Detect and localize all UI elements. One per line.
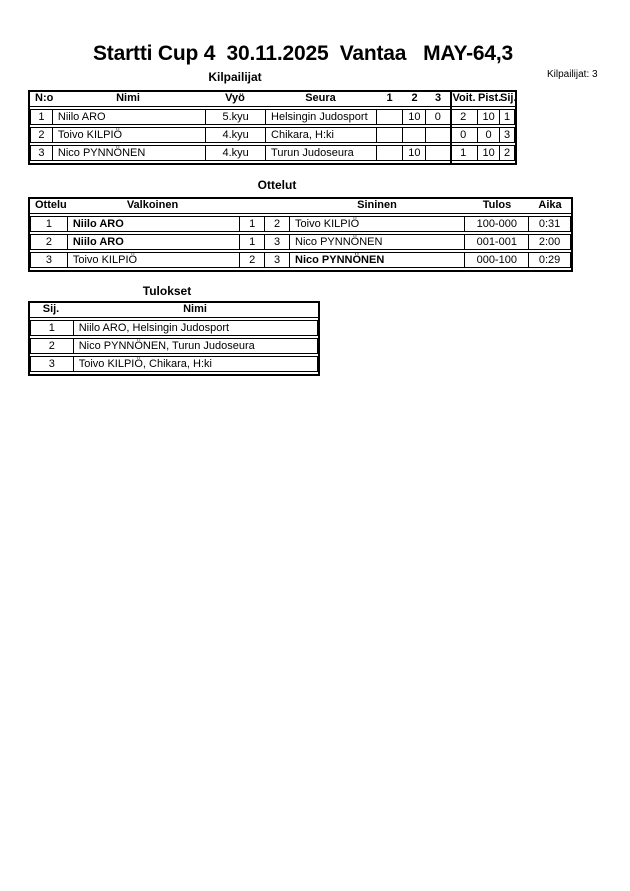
cell-match3 xyxy=(425,128,449,142)
cell-white-player: Toivo KILPIÖ xyxy=(67,253,239,267)
header-cell-ottelu: Ottelu xyxy=(35,199,67,211)
header-cell-no: N:o xyxy=(35,92,54,104)
header-cell-match1: 1 xyxy=(386,92,393,104)
cell-white-player: Niilo ARO xyxy=(67,235,239,249)
cell-place: 2 xyxy=(48,340,55,352)
cell-name: Toivo KILPIÖ, Chikara, H:ki xyxy=(73,357,317,371)
competitors-count-label: Kilpailijat: 3 xyxy=(547,69,598,80)
result-row xyxy=(30,320,318,336)
header-cell-spacer1 xyxy=(239,199,264,213)
header-cell-aika: Aika xyxy=(538,199,562,211)
cell-white-number: 2 xyxy=(239,253,264,267)
table-divider-line xyxy=(450,92,452,163)
cell-match-number: 2 xyxy=(45,236,52,248)
competitor-row xyxy=(30,109,515,125)
header-cell-spacer2 xyxy=(264,199,289,213)
cell-nimi: Niilo ARO xyxy=(52,110,205,124)
header-cell-match3: 3 xyxy=(434,92,442,104)
cell-match2: 10 xyxy=(402,110,425,124)
section-title-kilpailijat: Kilpailijat xyxy=(208,70,262,84)
matches-table xyxy=(28,197,573,272)
cell-pist: 10 xyxy=(477,110,499,124)
header-cell-match2: 2 xyxy=(411,92,418,104)
cell-voit: 0 xyxy=(460,129,467,141)
cell-match-number: 1 xyxy=(45,218,52,230)
cell-pist: 0 xyxy=(477,128,499,142)
cell-vyo: 4.kyu xyxy=(205,128,265,142)
results-table xyxy=(28,301,320,376)
result-row xyxy=(30,338,318,354)
cell-pist: 10 xyxy=(477,146,499,160)
competitors-header-row xyxy=(30,92,515,107)
header-cell-sij: Sij. xyxy=(42,303,60,315)
cell-place: 1 xyxy=(48,322,55,334)
cell-name: Niilo ARO, Helsingin Judosport xyxy=(73,321,317,335)
cell-match3 xyxy=(425,146,449,160)
cell-blue-number: 3 xyxy=(264,253,289,267)
cell-blue-number: 3 xyxy=(264,235,289,249)
cell-blue-player: Toivo KILPIÖ xyxy=(289,217,464,231)
cell-result: 001-001 xyxy=(464,235,528,249)
cell-seura: Chikara, H:ki xyxy=(265,128,376,142)
cell-match3: 0 xyxy=(425,110,449,124)
competitors-table xyxy=(28,90,517,165)
header-cell-voit: Voit. xyxy=(452,92,476,104)
cell-nimi: Toivo KILPIÖ xyxy=(52,128,205,142)
cell-match1 xyxy=(376,110,403,124)
cell-time: 0:29 xyxy=(528,253,570,267)
cell-white-number: 1 xyxy=(239,217,264,231)
cell-no: 2 xyxy=(38,129,45,141)
cell-voit: 1 xyxy=(460,147,467,159)
cell-voit: 2 xyxy=(460,111,467,123)
cell-white-number: 1 xyxy=(239,235,264,249)
header-cell-valkoinen: Valkoinen xyxy=(126,199,179,211)
header-cell-vyo: Vyö xyxy=(225,92,245,104)
cell-sij: 3 xyxy=(499,128,514,142)
cell-seura: Helsingin Judosport xyxy=(265,110,376,124)
match-row xyxy=(30,216,571,232)
header-cell-sininen: Sininen xyxy=(357,199,397,211)
match-row xyxy=(30,234,571,250)
cell-result: 100-000 xyxy=(464,217,528,231)
results-header-row xyxy=(30,303,318,318)
cell-nimi: Nico PYNNÖNEN xyxy=(52,146,205,160)
cell-blue-number: 2 xyxy=(264,217,289,231)
header-cell-sij: Sij. xyxy=(500,92,517,104)
cell-match2 xyxy=(402,128,425,142)
cell-match1 xyxy=(376,128,403,142)
cell-vyo: 4.kyu xyxy=(205,146,265,160)
document-title: Startti Cup 4 30.11.2025 Vantaa MAY-64,3 xyxy=(93,42,513,65)
cell-white-player: Niilo ARO xyxy=(67,217,239,231)
matches-header-row xyxy=(30,199,571,214)
cell-vyo: 5.kyu xyxy=(205,110,265,124)
header-cell-pist: Pist. xyxy=(478,92,502,104)
cell-place: 3 xyxy=(48,358,55,370)
cell-sij: 2 xyxy=(499,146,514,160)
header-cell-seura: Seura xyxy=(305,92,336,104)
cell-result: 000-100 xyxy=(464,253,528,267)
cell-no: 1 xyxy=(38,111,45,123)
cell-no: 3 xyxy=(38,147,45,159)
header-cell-nimi: Nimi xyxy=(116,92,140,104)
cell-sij: 1 xyxy=(499,110,514,124)
cell-match2: 10 xyxy=(402,146,425,160)
cell-time: 0:31 xyxy=(528,217,570,231)
section-title-tulokset: Tulokset xyxy=(142,284,192,298)
cell-blue-player: Nico PYNNÖNEN xyxy=(289,253,464,267)
match-row xyxy=(30,252,571,268)
cell-match-number: 3 xyxy=(45,254,52,266)
header-cell-nimi: Nimi xyxy=(183,303,207,315)
cell-blue-player: Nico PYNNÖNEN xyxy=(289,235,464,249)
cell-name: Nico PYNNÖNEN, Turun Judoseura xyxy=(73,339,317,353)
competitor-row xyxy=(30,127,515,143)
cell-match1 xyxy=(376,146,403,160)
result-row xyxy=(30,356,318,372)
cell-seura: Turun Judoseura xyxy=(265,146,376,160)
section-title-ottelut: Ottelut xyxy=(257,178,297,192)
header-cell-tulos: Tulos xyxy=(482,199,512,211)
cell-time: 2:00 xyxy=(528,235,570,249)
competitor-row xyxy=(30,145,515,161)
